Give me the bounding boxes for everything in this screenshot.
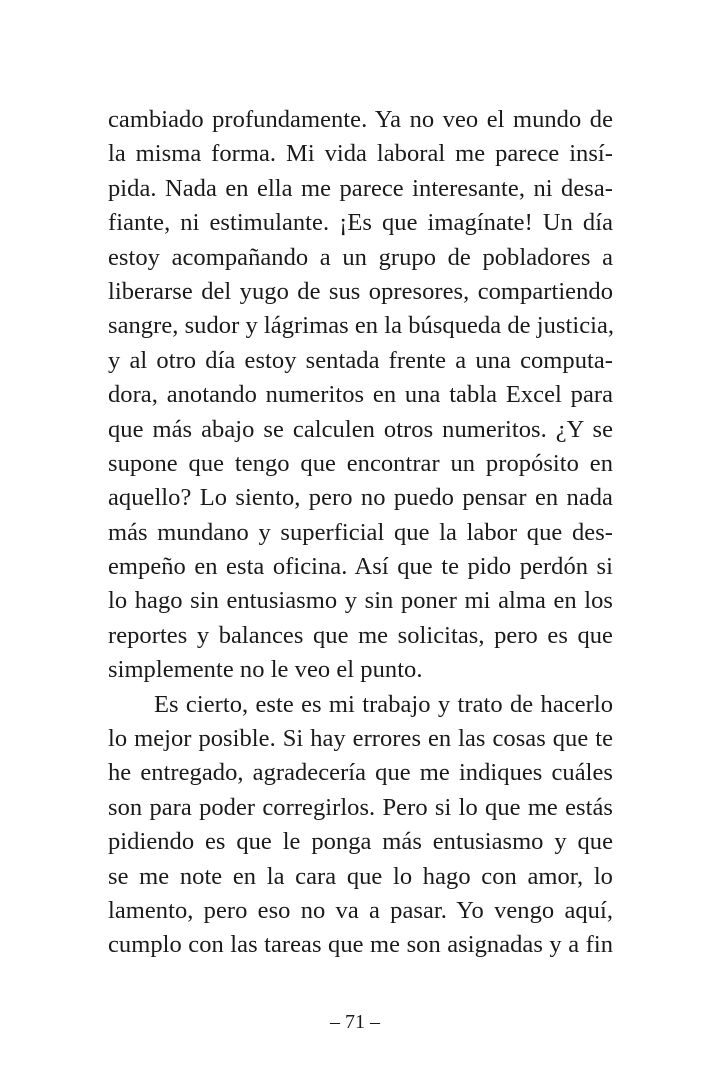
text-line: he entregado, agradecería que me indiques cuáles [108, 759, 613, 787]
text-line: liberarse del yugo de sus opresores, compartiendo [108, 277, 613, 305]
body-text [108, 103, 613, 963]
text-line: se me note en la cara que lo hago con amor, lo [108, 862, 613, 890]
text-line: cumplo con las tareas que me son asignadas y a fin [108, 931, 613, 959]
page-number: – 71 – [330, 1011, 380, 1033]
text-line: lo mejor posible. Si hay errores en las cosas que te [108, 725, 613, 753]
paragraph-2 [108, 688, 613, 963]
text-line: pidiendo es que le ponga más entusiasmo y que [108, 828, 613, 856]
text-line: supone que tengo que encontrar un propósito en [108, 449, 613, 477]
text-line: y al otro día estoy sentada frente a una computa- [108, 346, 613, 374]
text-line: reportes y balances que me solicitas, pero es que [108, 621, 613, 649]
text-line: cambiado profundamente. Ya no veo el mundo de [108, 106, 613, 133]
text-line: Es cierto, este es mi trabajo y trato de hacerlo [154, 690, 613, 718]
text-line: pida. Nada en ella me parece interesante, ni desa- [108, 174, 613, 202]
text-line: la misma forma. Mi vida laboral me parece insí- [108, 140, 613, 168]
text-line: simplemente no le veo el punto. [108, 656, 423, 684]
text-line: son para poder corregirlos. Pero si lo que me estás [108, 793, 613, 821]
text-line: dora, anotando numeritos en una tabla Excel para [108, 381, 613, 409]
text-line: aquello? Lo siento, pero no puedo pensar en nada [108, 484, 613, 512]
paragraph-1 [108, 103, 613, 688]
text-line: sangre, sudor y lágrimas en la búsqueda de justicia, [108, 312, 615, 340]
text-line: que más abajo se calculen otros numeritos. ¿Y se [108, 415, 613, 443]
text-line: más mundano y superficial que la labor que des- [108, 518, 613, 546]
text-line: lamento, pero eso no va a pasar. Yo vengo aquí, [108, 896, 613, 924]
text-line: empeño en esta oficina. Así que te pido perdón si [108, 553, 613, 581]
text-line: estoy acompañando a un grupo de pobladores a [108, 243, 613, 271]
text-line: fiante, ni estimulante. ¡Es que imagínate! Un día [108, 209, 613, 237]
text-line: lo hago sin entusiasmo y sin poner mi alma en los [108, 587, 613, 615]
